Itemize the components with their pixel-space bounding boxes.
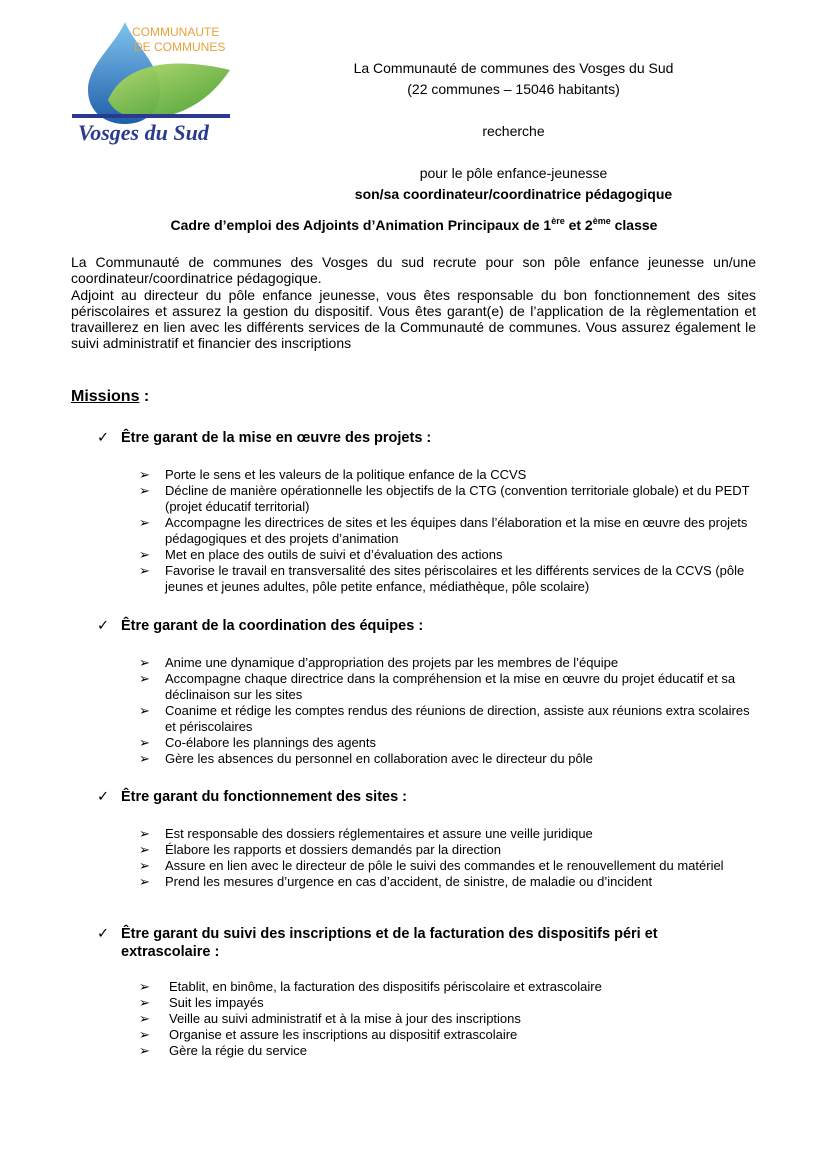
- arrow-bullet-icon: ➢: [139, 735, 150, 750]
- header-population: (22 communes – 15046 habitants): [407, 81, 620, 97]
- arrow-bullet-icon: ➢: [139, 563, 150, 578]
- list-item: [139, 703, 759, 735]
- arrow-bullet-icon: ➢: [139, 751, 150, 766]
- intro: [71, 254, 756, 352]
- section-title-line2: extrascolaire :: [121, 944, 220, 960]
- check-icon: ✓: [97, 789, 110, 805]
- list-item: [139, 655, 759, 671]
- intro-p1: La Communauté de communes des Vosges du sud recrute pour son pôle enfance jeunesse un/une coordinateur/coordinatrice pédagogique.: [71, 254, 756, 287]
- check-icon: ✓: [97, 430, 110, 446]
- arrow-bullet-icon: ➢: [139, 547, 150, 562]
- list-item-text: Porte le sens et les valeurs de la politique enfance de la CCVS: [165, 467, 527, 482]
- arrow-bullet-icon: ➢: [139, 842, 150, 857]
- cadre-mid: et 2: [564, 217, 593, 233]
- list-item: [139, 563, 759, 595]
- list-item: [139, 979, 759, 995]
- list-item-text: Met en place des outils de suivi et d’évaluation des actions: [165, 547, 503, 562]
- logo-graphic: [70, 20, 235, 150]
- missions-colon: :: [139, 388, 150, 405]
- list-item-text: Gère les absences du personnel en collaboration avec le directeur du pôle: [165, 751, 593, 766]
- arrow-bullet-icon: ➢: [139, 655, 150, 670]
- list-item-text: Veille au suivi administratif et à la mise à jour des inscriptions: [169, 1011, 521, 1026]
- list-item: [139, 671, 759, 703]
- section-title: [97, 925, 727, 961]
- arrow-bullet-icon: ➢: [139, 858, 150, 873]
- section-title: [97, 617, 727, 635]
- arrow-bullet-icon: ➢: [139, 483, 150, 498]
- logo-bar: [72, 114, 230, 118]
- missions-heading: [71, 388, 149, 406]
- arrow-bullet-icon: ➢: [139, 979, 150, 994]
- list-item-text: Prend les mesures d’urgence en cas d’accident, de sinistre, de maladie ou d’incident: [165, 874, 653, 889]
- list-item: [139, 467, 759, 483]
- list-item: [139, 751, 759, 767]
- list-item-text: Co-élabore les plannings des agents: [165, 735, 377, 750]
- logo-line2: DE COMMUNES: [134, 40, 226, 54]
- check-icon: ✓: [97, 926, 110, 942]
- bullet-list: [139, 467, 759, 595]
- arrow-bullet-icon: ➢: [139, 703, 150, 718]
- arrow-bullet-icon: ➢: [139, 515, 150, 530]
- logo-name: Vosges du Sud: [78, 120, 209, 145]
- list-item: [139, 515, 759, 547]
- header-org-block: [300, 58, 727, 100]
- list-item: [139, 842, 759, 858]
- list-item-text: Décline de manière opérationnelle les objectifs de la CTG (convention territoriale globale) et du PEDT (projet éducatif territorial): [165, 483, 750, 514]
- list-item: [139, 1043, 759, 1059]
- list-item-text: Favorise le travail en transversalité des sites périscolaires et les différents services de la CCVS (pôle jeunes et jeunes adultes, pôle petite enfance, médiathèque, pôle scolaire): [165, 563, 745, 594]
- bullet-list: [139, 826, 759, 890]
- list-item: [139, 735, 759, 751]
- list-item: [139, 826, 759, 842]
- cadre-prefix: Cadre d’emploi des Adjoints d’Animation Principaux de 1: [170, 217, 552, 233]
- header-pole-block: [300, 163, 727, 205]
- list-item-text: Etablit, en binôme, la facturation des dispositifs périscolaire et extrascolaire: [169, 979, 602, 994]
- logo: [70, 20, 235, 150]
- bullet-list: [139, 979, 759, 1059]
- cadre-emploi: [70, 216, 758, 233]
- arrow-bullet-icon: ➢: [139, 1027, 150, 1042]
- header-org: La Communauté de communes des Vosges du Sud: [353, 60, 674, 76]
- cadre-suffix: classe: [610, 217, 658, 233]
- arrow-bullet-icon: ➢: [139, 467, 150, 482]
- list-item-text: Assure en lien avec le directeur de pôle le suivi des commandes et le renouvellement du matériel: [165, 858, 724, 873]
- list-item-text: Est responsable des dossiers réglementaires et assure une veille juridique: [165, 826, 593, 841]
- list-item: [139, 1011, 759, 1027]
- list-item-text: Coanime et rédige les comptes rendus des réunions de direction, assiste aux réunions extra scolaires et périscolaires: [165, 703, 750, 734]
- list-item: [139, 858, 759, 874]
- header-poste: son/sa coordinateur/coordinatrice pédagogique: [354, 186, 673, 202]
- list-item: [139, 874, 759, 890]
- list-item-text: Suit les impayés: [169, 995, 264, 1010]
- section-title: [97, 788, 727, 806]
- section-title-text: Être garant du fonctionnement des sites :: [121, 789, 408, 805]
- arrow-bullet-icon: ➢: [139, 1043, 150, 1058]
- list-item-text: Accompagne les directrices de sites et les équipes dans l’élaboration et la mise en œuvre des projets pédagogiques et des projets d’animation: [165, 515, 748, 546]
- list-item: [139, 995, 759, 1011]
- cadre-sup2: ème: [592, 216, 611, 226]
- missions-label: Missions: [71, 388, 140, 405]
- list-item-text: Élabore les rapports et dossiers demandés par la direction: [165, 842, 502, 857]
- arrow-bullet-icon: ➢: [139, 995, 150, 1010]
- list-item: [139, 483, 759, 515]
- header-pole: pour le pôle enfance-jeunesse: [419, 165, 608, 181]
- list-item-text: Organise et assure les inscriptions au dispositif extrascolaire: [169, 1027, 518, 1042]
- list-item-text: Accompagne chaque directrice dans la compréhension et la mise en œuvre du projet éducatif et sa déclinaison sur les sites: [165, 671, 736, 702]
- logo-line1: COMMUNAUTE: [132, 25, 220, 39]
- list-item: [139, 1027, 759, 1043]
- intro-p2: Adjoint au directeur du pôle enfance jeunesse, vous êtes responsable du bon fonctionnement des sites périscolaires et assurez la gestion du dispositif. Vous êtes garant(e) de l’application de la règlementation et travaillerez en lien avec les différents services de la Communauté de communes. Vous assurez également le suivi administratif et financier des inscriptions: [71, 286, 756, 352]
- list-item-text: Anime une dynamique d’appropriation des projets par les membres de l’équipe: [165, 655, 619, 670]
- section-title-line1: Être garant du suivi des inscriptions et de la facturation des dispositifs péri et: [121, 926, 658, 942]
- check-icon: ✓: [97, 618, 110, 634]
- section-title-text: Être garant de la mise en œuvre des projets :: [121, 430, 432, 446]
- arrow-bullet-icon: ➢: [139, 671, 150, 686]
- section-title: [97, 429, 727, 447]
- arrow-bullet-icon: ➢: [139, 1011, 150, 1026]
- header-recherche: recherche: [482, 123, 545, 139]
- cadre-sup1: ère: [551, 216, 565, 226]
- arrow-bullet-icon: ➢: [139, 826, 150, 841]
- arrow-bullet-icon: ➢: [139, 874, 150, 889]
- list-item-text: Gère la régie du service: [169, 1043, 308, 1058]
- section-title-text: Être garant de la coordination des équipes :: [121, 618, 424, 634]
- bullet-list: [139, 655, 759, 767]
- list-item: [139, 547, 759, 563]
